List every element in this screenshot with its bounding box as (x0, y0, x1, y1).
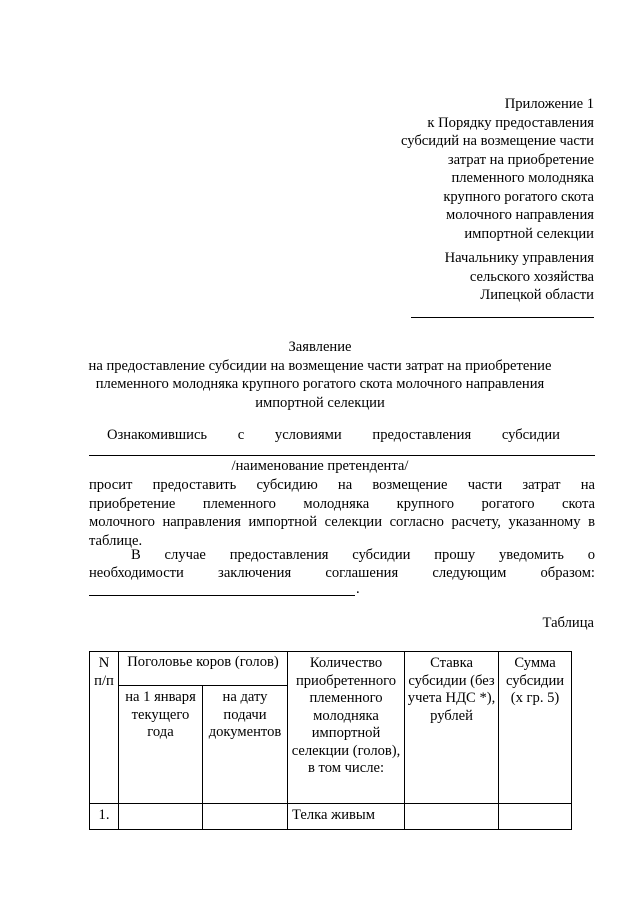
table-row (90, 804, 572, 830)
paragraph-line: просит предоставить субсидию на возмещение части затрат на (89, 477, 595, 493)
applicant-name-line (89, 455, 595, 456)
paragraph-request (89, 476, 595, 550)
addressee-name-line (411, 317, 594, 318)
appendix-line: импортной селекции (464, 225, 594, 242)
table-caption: Таблица (542, 615, 594, 631)
paragraph-line: приобретение племенного молодняка крупного рогатого скота (89, 495, 595, 512)
row-jan1 (119, 804, 203, 830)
row-sum (499, 804, 572, 830)
subsidy-table (89, 651, 572, 830)
header-submit-date: на дату подачи документов (203, 686, 288, 804)
header-jan1: на 1 января текущего года (119, 686, 203, 804)
addressee-line: Липецкой области (480, 287, 594, 303)
table-header-row (90, 652, 572, 686)
notify-end-mark: . (356, 581, 360, 597)
title-heading: Заявление (288, 339, 352, 355)
appendix-line: крупного рогатого скота (443, 188, 594, 205)
appendix-line: затрат на приобретение (447, 151, 594, 168)
document-title (0, 338, 640, 412)
appendix-line: племенного молодняка (451, 170, 594, 186)
addressee-line: Начальнику управления (444, 250, 594, 266)
title-line: на предоставление субсидии на возмещение части затрат на приобретение (88, 357, 552, 374)
addressee-block (445, 249, 594, 305)
appendix-block (401, 95, 594, 243)
notify-method-line (89, 595, 355, 596)
appendix-line: к Порядку предоставления (427, 114, 594, 131)
paragraph-line: таблице. (89, 532, 143, 549)
title-line: племенного молодняка крупного рогатого скота молочного направления (95, 376, 545, 392)
header-sum: Сумма субсидии (х гр. 5) (499, 652, 572, 804)
row-count: Телка живым (288, 804, 405, 830)
header-num: N п/п (90, 652, 119, 804)
paragraph-notify-first: В случае предоставления субсидии прошу уведомить о (131, 547, 595, 563)
paragraph-line: молочного направления импортной селекции согласно расчету, указанному в (89, 514, 595, 530)
intro-line: Ознакомившись с условиями предоставления субсидии (107, 427, 560, 443)
appendix-line: молочного направления (445, 207, 594, 223)
header-count: Количество приобретенного племенного молодняка импортной селекции (голов), в том числе: (288, 652, 405, 804)
row-rate (405, 804, 499, 830)
paragraph-notify-second: необходимости заключения соглашения следующим образом: (89, 565, 595, 581)
row-submit-date (203, 804, 288, 830)
title-line: импортной селекции (255, 394, 385, 411)
appendix-line: субсидий на возмещение части (400, 133, 594, 149)
addressee-line: сельского хозяйства (469, 268, 594, 285)
applicant-caption: /наименование претендента/ (231, 458, 409, 474)
header-livestock: Поголовье коров (голов) (119, 652, 288, 686)
row-num: 1. (90, 804, 119, 830)
appendix-line: Приложение 1 (504, 96, 594, 112)
header-rate: Ставка субсидии (без учета НДС *), рублей (405, 652, 499, 804)
